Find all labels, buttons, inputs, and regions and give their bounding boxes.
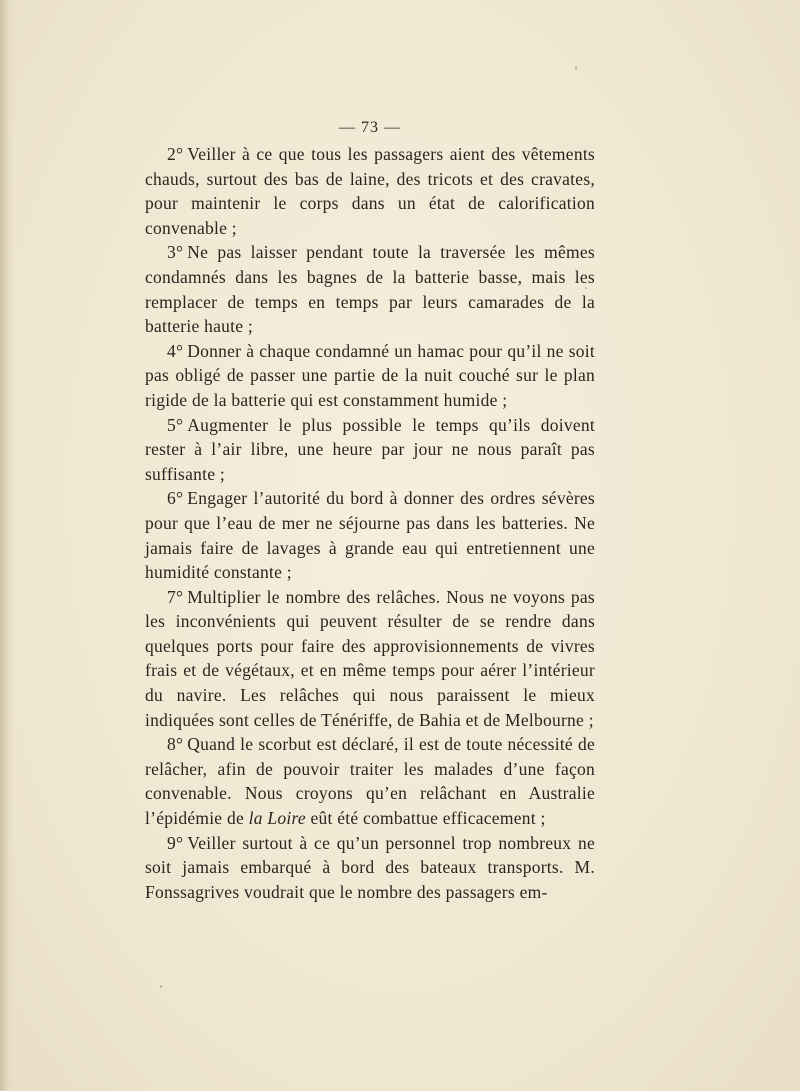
page-text — [145, 118, 595, 904]
page-number: — 73 — — [339, 119, 401, 136]
paragraph-text: Multiplier le nombre des relâches. Nous ne voyons pas les inconvénients qui peuvent résulter de se rendre dans quelques ports pour faire des approvisionnements de vivres frais et de végétaux, et en même temps pour aérer l’intérieur du navire. Les relâches qui nous paraissent le mieux indiquées sont celles de Ténériffe, de Bahia et de Melbourne ; — [145, 586, 595, 730]
paragraph-item-8 — [145, 732, 595, 830]
paragraph-text: Quand le scorbut est déclaré, il est de toute nécessité de relâcher, afin de pouvoir traiter les malades d’une façon convenable. Nous croyons qu’en relâchant en Australie l’épidémie de — [145, 734, 595, 829]
item-number: 3° — [167, 242, 184, 263]
paper-speck — [575, 66, 577, 70]
paragraph-text: Veiller à ce que tous les passagers aient des vêtements chauds, surtout des bas de laine, des tricots et des cravates, pour maintenir le corps dans un état de calorification convenable ; — [145, 144, 595, 238]
paragraph-item-6 — [145, 486, 595, 584]
ship-name: la Loire — [248, 808, 306, 829]
paragraph-item-4 — [145, 339, 595, 413]
item-number: 7° — [167, 586, 184, 607]
paragraph-item-3 — [145, 240, 595, 338]
item-number: 5° — [167, 414, 184, 435]
paper-speck — [160, 985, 162, 988]
paragraph-item-9 — [145, 831, 595, 905]
paragraph-text: Ne pas laisser pendant toute la traversée les mêmes condamnés dans les bagnes de la batterie basse, mais les remplacer de temps en temps par leurs camarades de la batterie haute ; — [145, 242, 595, 337]
item-number: 2° — [167, 144, 184, 164]
paragraph-text: Engager l’autorité du bord à donner des ordres sévères pour que l’eau de mer ne séjourne pas dans les batteries. Ne jamais faire de lavages à grande eau qui entretiennent une humidité constante ; — [145, 488, 595, 583]
paragraph-text-continued: eût été combattue efficacement ; — [305, 808, 546, 829]
paragraph-text: Veiller surtout à ce qu’un personnel trop nombreux ne soit jamais embarqué à bord des bateaux transports. M. Fonssagrives voudrait que le nombre des passagers em- — [145, 832, 595, 902]
item-number: 4° — [167, 340, 184, 361]
item-number: 8° — [167, 734, 184, 755]
paragraph-text: Donner à chaque condamné un hamac pour qu’il ne soit pas obligé de passer une partie de la nuit couché sur le plan rigide de la batterie qui est constamment humide ; — [145, 340, 595, 410]
paragraph-text: Augmenter le plus possible le temps qu’ils doivent rester à l’air libre, une heure par jour ne nous paraît pas suffisante ; — [145, 414, 595, 484]
page-binding-edge — [0, 0, 14, 1091]
paragraph-item-2 — [145, 142, 595, 240]
item-number: 9° — [167, 832, 184, 853]
item-number: 6° — [167, 488, 184, 509]
paragraph-item-7 — [145, 585, 595, 733]
paragraph-item-5 — [145, 413, 595, 487]
